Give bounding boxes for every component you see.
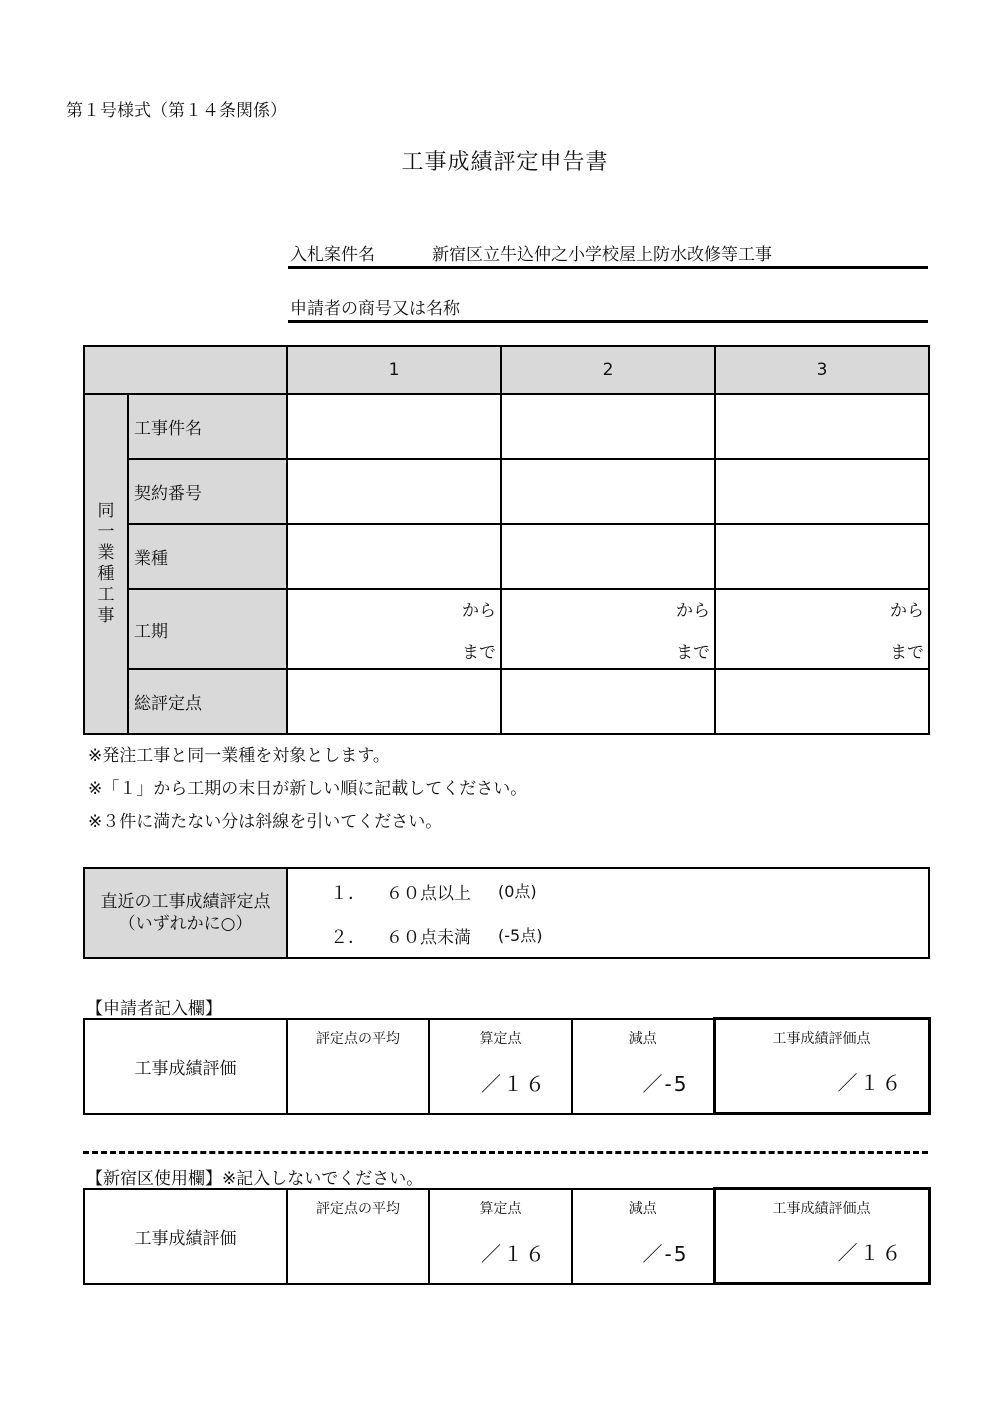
- recent-score-label-line1: 直近の工事成績評定点: [100, 892, 271, 912]
- applicant-name-field[interactable]: [288, 294, 928, 323]
- deduction-header: 減点: [628, 1030, 657, 1047]
- calculated-score-cell: [429, 1189, 572, 1284]
- bid-case-label: 入札案件名: [290, 245, 375, 265]
- average-score-cell[interactable]: [287, 1019, 429, 1114]
- evaluation-score-max: ／１６: [837, 1241, 904, 1265]
- applicant-name-label: 申請者の商号又は名称: [290, 299, 460, 319]
- calculated-score-max: ／１６: [481, 1241, 547, 1266]
- category-cell-1[interactable]: [287, 524, 501, 589]
- option-number: １．: [330, 883, 366, 904]
- evaluation-row-label: 工事成績評価: [84, 1019, 287, 1114]
- contract-number-cell-2[interactable]: [501, 459, 715, 524]
- column-header-2: 2: [501, 346, 715, 394]
- deduction-cell[interactable]: [572, 1019, 714, 1114]
- group-label: 同一業種工事: [97, 501, 115, 626]
- option-number: ２．: [330, 927, 366, 948]
- ward-section-label: 【新宿区使用欄】※記入しないでください。: [86, 1169, 424, 1189]
- contract-number-cell-1[interactable]: [287, 459, 501, 524]
- evaluation-score-header: 工事成績評価点: [772, 1201, 871, 1217]
- applicant-evaluation-table: [83, 1017, 931, 1115]
- same-category-works-table: [83, 345, 930, 735]
- deduction-cell: [572, 1189, 714, 1284]
- calculated-score-header: 算定点: [479, 1030, 522, 1047]
- calculated-score-header: 算定点: [479, 1200, 522, 1217]
- period-from-label: から: [890, 601, 924, 621]
- bid-case-value: 新宿区立牛込仲之小学校屋上防水改修等工事: [432, 245, 772, 265]
- work-name-cell-2[interactable]: [501, 394, 715, 459]
- option-60-or-more[interactable]: [288, 869, 928, 913]
- work-name-cell-3[interactable]: [715, 394, 929, 459]
- note-same-category: ※発注工事と同一業種を対象とします。: [88, 746, 390, 766]
- recent-score-table: [83, 867, 930, 959]
- period-to-label: まで: [890, 643, 924, 663]
- recent-score-label: [84, 868, 287, 958]
- option-text: ６０点以上: [386, 884, 471, 904]
- contract-number-cell-3[interactable]: [715, 459, 929, 524]
- period-from-label: から: [676, 601, 710, 621]
- option-points: (-5点): [498, 926, 543, 945]
- period-to-label: まで: [676, 643, 710, 663]
- calculated-score-max: ／１６: [481, 1071, 547, 1096]
- period-to-label: まで: [462, 643, 496, 663]
- option-under-60[interactable]: [288, 913, 928, 957]
- deduction-max: ／-5: [642, 1071, 689, 1096]
- deduction-header: 減点: [628, 1200, 657, 1217]
- total-score-cell-2[interactable]: [501, 669, 715, 734]
- group-label-cell: [84, 394, 128, 734]
- evaluation-score-cell: [714, 1189, 929, 1284]
- ward-evaluation-table: [83, 1187, 931, 1285]
- header-blank: [84, 346, 287, 394]
- average-score-header: 評定点の平均: [316, 1200, 400, 1217]
- column-header-3: 3: [715, 346, 929, 394]
- form-number: 第１号様式（第１４条関係）: [66, 101, 287, 121]
- period-cell-3[interactable]: [715, 589, 929, 669]
- period-from-label: から: [462, 601, 496, 621]
- option-text: ６０点未満: [386, 928, 471, 948]
- row-label-period: 工期: [128, 589, 287, 669]
- average-score-cell: [287, 1189, 429, 1284]
- average-score-header: 評定点の平均: [316, 1030, 400, 1047]
- row-label-category: 業種: [128, 524, 287, 589]
- document-title: 工事成績評定申告書: [401, 150, 609, 175]
- row-label-total-score: 総評定点: [128, 669, 287, 734]
- recent-score-options: [287, 868, 929, 958]
- evaluation-score-max: ／１６: [837, 1071, 904, 1095]
- category-cell-2[interactable]: [501, 524, 715, 589]
- column-header-1: 1: [287, 346, 501, 394]
- row-label-work-name: 工事件名: [128, 394, 287, 459]
- row-label-contract-number: 契約番号: [128, 459, 287, 524]
- category-cell-3[interactable]: [715, 524, 929, 589]
- evaluation-row-label: 工事成績評価: [84, 1189, 287, 1284]
- evaluation-score-cell[interactable]: [714, 1019, 929, 1114]
- period-cell-2[interactable]: [501, 589, 715, 669]
- recent-score-label-line2: （いずれかに○）: [118, 914, 253, 934]
- bid-case-field: [288, 240, 928, 269]
- total-score-cell-1[interactable]: [287, 669, 501, 734]
- work-name-cell-1[interactable]: [287, 394, 501, 459]
- cut-line-divider: [83, 1151, 928, 1154]
- note-order: ※「１」から工期の末日が新しい順に記載してください。: [88, 779, 528, 799]
- total-score-cell-3[interactable]: [715, 669, 929, 734]
- period-cell-1[interactable]: [287, 589, 501, 669]
- applicant-section-label: 【申請者記入欄】: [86, 999, 222, 1019]
- option-points: (0点): [498, 882, 537, 901]
- deduction-max: ／-5: [642, 1241, 689, 1266]
- calculated-score-cell[interactable]: [429, 1019, 572, 1114]
- evaluation-score-header: 工事成績評価点: [772, 1031, 871, 1047]
- note-strike-through: ※３件に満たない分は斜線を引いてください。: [88, 812, 443, 832]
